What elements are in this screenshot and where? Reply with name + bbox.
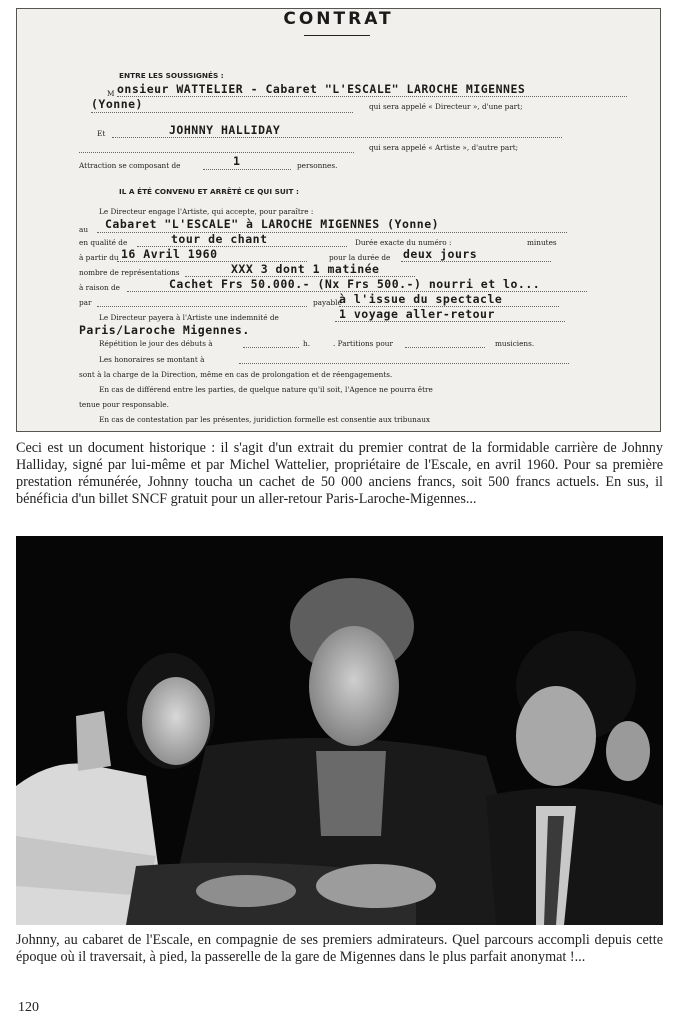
dotted-line bbox=[243, 347, 299, 348]
title-underline bbox=[304, 35, 370, 36]
contract-line: En cas de contestation par les présentes, juridiction formelle est consentie aux tribunaux bbox=[99, 415, 431, 424]
caption-bottom: Johnny, au cabaret de l'Escale, en compagnie de ses premiers admirateurs. Quel parcours accompli depuis cette époque où il traversait, à pied, la passerelle de la gare de Migennes dans le plus parfait anonymat !... bbox=[16, 932, 663, 965]
typed-text: tour de chant bbox=[171, 232, 268, 246]
contract-line: au bbox=[79, 225, 89, 234]
contract-line: . Partitions pour bbox=[333, 339, 393, 348]
dotted-line bbox=[203, 169, 291, 170]
contract-line: qui sera appelé « Artiste », d'autre part; bbox=[369, 143, 519, 152]
typed-text: JOHNNY HALLIDAY bbox=[169, 123, 281, 137]
contract-line: Répétition le jour des débuts à bbox=[99, 339, 213, 348]
contract-line: Attraction se composant de bbox=[79, 161, 181, 170]
contract-line: nombre de représentations bbox=[79, 268, 180, 277]
man-hands bbox=[316, 864, 436, 908]
contract-line: par bbox=[79, 298, 92, 307]
dotted-line bbox=[97, 306, 307, 307]
contract-line: Et bbox=[97, 129, 106, 138]
contract-line: Les honoraires se montant à bbox=[99, 355, 205, 364]
man-face bbox=[309, 626, 399, 746]
dotted-line bbox=[112, 137, 562, 138]
contract-line: à raison de bbox=[79, 283, 120, 292]
dotted-line bbox=[239, 363, 569, 364]
right-man-face bbox=[516, 686, 596, 786]
contract-line: Durée exacte du numéro : bbox=[355, 238, 452, 247]
contract-line: tenue pour responsable. bbox=[79, 400, 169, 409]
contract-line: en qualité de bbox=[79, 238, 128, 247]
photo-illustration bbox=[16, 536, 663, 925]
typed-text: Cabaret "L'ESCALE" à LAROCHE MIGENNES (Yonne) bbox=[105, 217, 440, 231]
woman-face bbox=[142, 677, 210, 765]
dotted-line bbox=[97, 232, 567, 233]
contract-line: payable bbox=[313, 298, 342, 307]
caption-top: Ceci est un document historique : il s'agit d'un extrait du premier contrat de la formidable carrière de Johnny Halliday, signé par lui-même et par Michel Wattelier, propriétaire de l'Escale, en avril 1960. Pour sa première prestation rémunérée, Johnny toucha un cachet de 50 000 anciens francs, soit 500 francs actuels. En sus, il bénéficia d'un billet SNCF gratuit pour un aller-retour Paris-Laroche-Migennes... bbox=[16, 440, 663, 507]
contract-image bbox=[16, 8, 661, 432]
contract-line: à partir du bbox=[79, 253, 119, 262]
contract-line: personnes. bbox=[297, 161, 338, 170]
contract-line: minutes bbox=[527, 238, 557, 247]
typed-text: Cachet Frs 50.000.- (Nx Frs 500.-) nourri et lo... bbox=[169, 277, 541, 291]
typed-text: à l'issue du spectacle bbox=[339, 292, 503, 306]
dotted-line bbox=[405, 347, 485, 348]
man-shirt bbox=[316, 751, 386, 836]
typed-text: 1 bbox=[233, 154, 241, 168]
dotted-line bbox=[117, 96, 627, 97]
photo-cabaret bbox=[16, 536, 663, 925]
right-man-hand bbox=[606, 721, 650, 781]
contract-line: M bbox=[107, 89, 115, 98]
typed-text: XXX 3 dont 1 matinée bbox=[231, 262, 380, 276]
contract-title: CONTRAT bbox=[283, 9, 394, 29]
contract-line: musiciens. bbox=[495, 339, 535, 348]
contract-line: h. bbox=[303, 339, 311, 348]
contract-line: pour la durée de bbox=[329, 253, 391, 262]
page-number: 120 bbox=[18, 1000, 39, 1015]
woman-hand bbox=[196, 875, 296, 907]
typed-text: deux jours bbox=[403, 247, 478, 261]
contract-line: sont à la charge de la Direction, même en cas de prolongation et de réengagements. bbox=[79, 370, 393, 379]
contract-line: Le Directeur payera à l'Artiste une indemnité de bbox=[99, 313, 279, 322]
contract-line: ENTRE LES SOUSSIGNÉS : bbox=[119, 71, 224, 80]
contract-line: En cas de différend entre les parties, de quelque nature qu'il soit, l'Agence ne pourra être bbox=[99, 385, 433, 394]
typed-text: Paris/Laroche Migennes. bbox=[79, 323, 250, 337]
dotted-line bbox=[335, 321, 565, 322]
contract-line: Le Directeur engage l'Artiste, qui accepte, pour paraître : bbox=[99, 207, 314, 216]
typed-text: 1 voyage aller-retour bbox=[339, 307, 495, 321]
typed-text: onsieur WATTELIER - Cabaret "L'ESCALE" LAROCHE MIGENNES bbox=[117, 82, 526, 96]
dotted-line bbox=[79, 152, 354, 153]
typed-text: (Yonne) bbox=[91, 97, 143, 111]
dotted-line bbox=[401, 261, 551, 262]
contract-line: IL A ÉTÉ CONVENU ET ARRÊTÉ CE QUI SUIT : bbox=[119, 187, 299, 196]
typed-text: 16 Avril 1960 bbox=[121, 247, 218, 261]
dotted-line bbox=[91, 112, 353, 113]
contract-line: qui sera appelé « Directeur », d'une part; bbox=[369, 102, 523, 111]
